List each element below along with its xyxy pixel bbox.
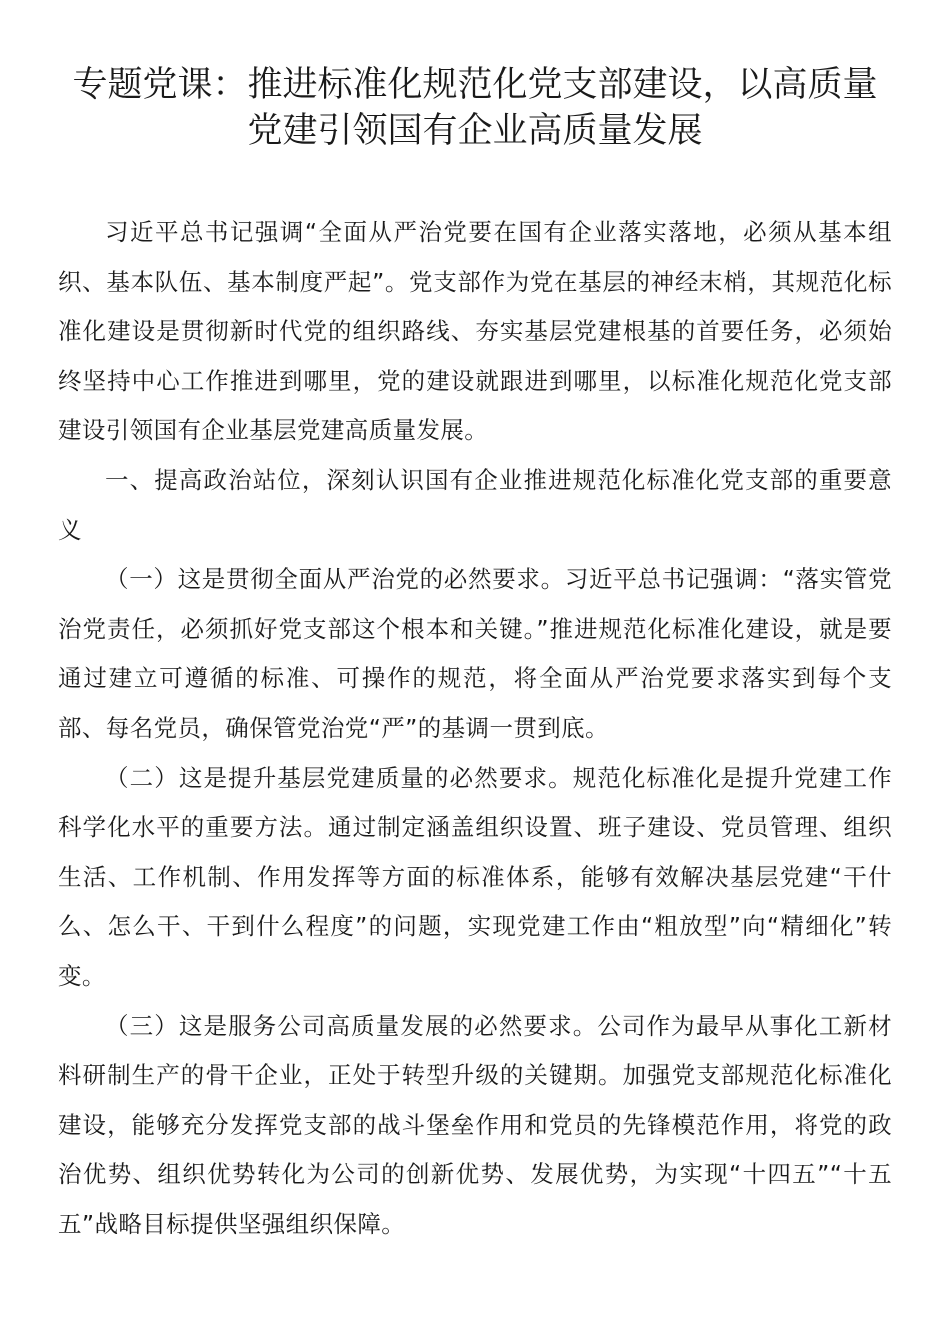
subsection-paragraph-3: （三）这是服务公司高质量发展的必然要求。公司作为最早从事化工新材料研制生产的骨干企业，正处于转型升级的关键期。加强党支部规范化标准化建设，能够充分发挥党支部的战斗堡垒作用和党员的先锋模范作用，将党的政治优势、组织优势转化为公司的创新优势、发展优势，为实现“十四五”“十五五”战略目标提供坚强组织保障。	[58, 1011, 892, 1238]
section-heading-1: 一、提高政治站位，深刻认识国有企业推进规范化标准化党支部的重要意义	[58, 465, 892, 544]
title-line-1: 专题党课：推进标准化规范化党支部建设，以高质量	[72, 65, 878, 105]
subsection-paragraph-2: （二）这是提升基层党建质量的必然要求。规范化标准化是提升党建工作科学化水平的重要方法。通过制定涵盖组织设置、班子建设、党员管理、组织生活、工作机制、作用发挥等方面的标准体系，能够有效解决基层党建“干什么、怎么干、干到什么程度”的问题，实现党建工作由“粗放型”向“精细化”转变。	[58, 763, 892, 990]
title-line-2: 党建引领国有企业高质量发展	[247, 111, 703, 151]
document-body	[58, 208, 892, 1249]
document-title	[58, 62, 892, 154]
intro-paragraph: 习近平总书记强调“全面从严治党要在国有企业落实落地，必须从基本组织、基本队伍、基本制度严起”。党支部作为党在基层的神经末梢，其规范化标准化建设是贯彻新时代党的组织路线、夯实基层党建根基的首要任务，必须始终坚持中心工作推进到哪里，党的建设就跟进到哪里，以标准化规范化党支部建设引领国有企业基层党建高质量发展。	[58, 218, 892, 445]
subsection-paragraph-1: （一）这是贯彻全面从严治党的必然要求。习近平总书记强调：“落实管党治党责任，必须抓好党支部这个根本和关键。”推进规范化标准化建设，就是要通过建立可遵循的标准、可操作的规范，将全面从严治党要求落实到每个支部、每名党员，确保管党治党“严”的基调一贯到底。	[58, 565, 892, 742]
